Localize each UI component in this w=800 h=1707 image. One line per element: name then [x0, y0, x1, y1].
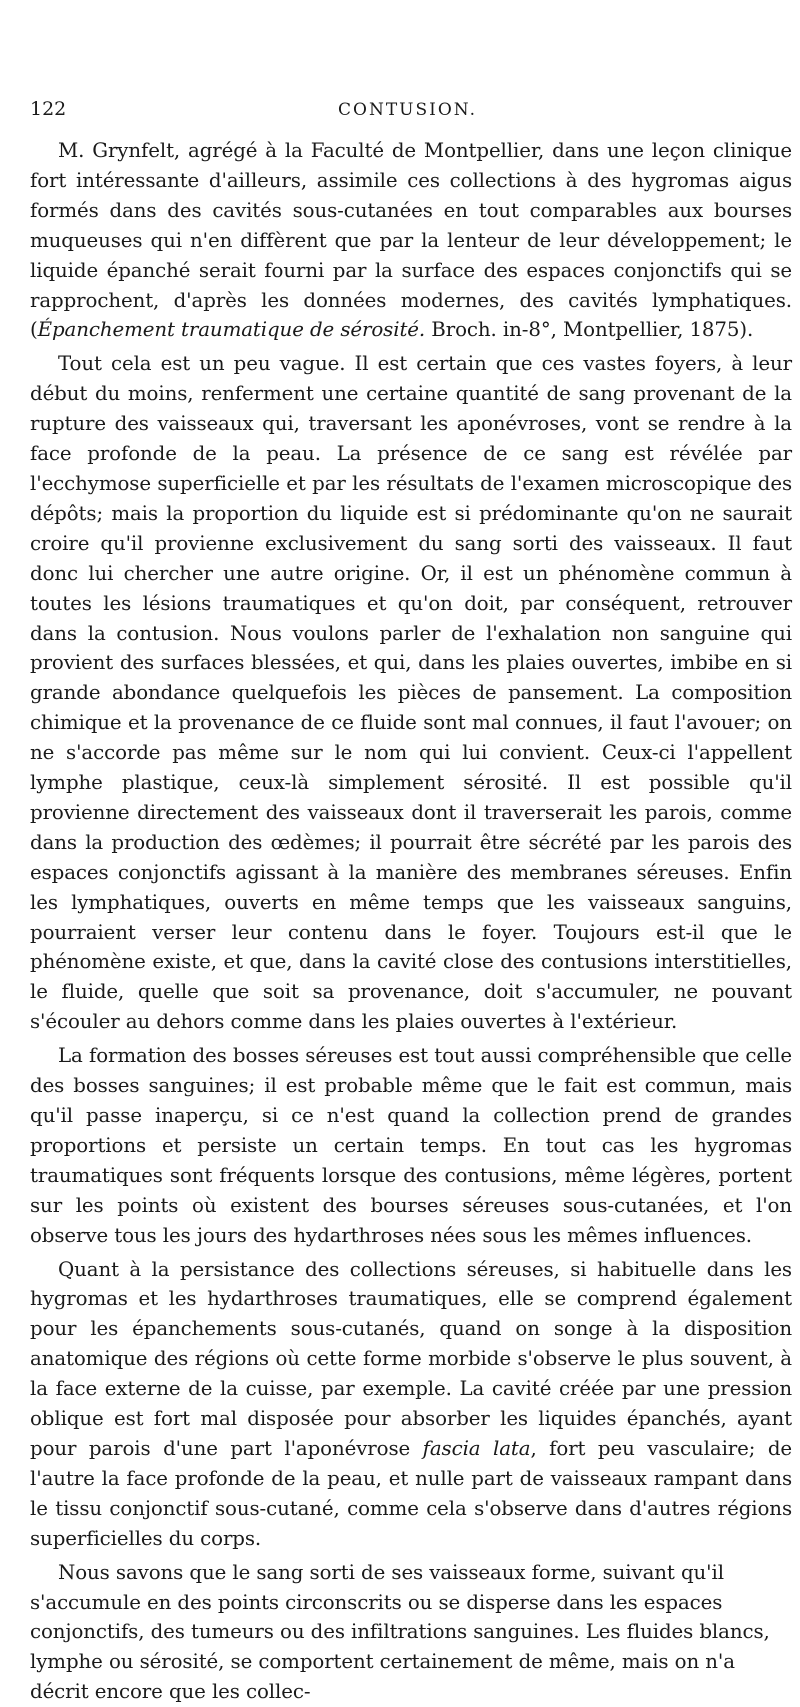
paragraph — [30, 1255, 792, 1554]
paragraph-text: M. Grynfelt, agrégé à la Faculté de Montpellier, dans une leçon clinique fort intéressante d'ailleurs, assimile ces collections à des hygromas aigus formés dans des cavités sous-cutanées en tout comparables aux bourses muqueuses qui n'en diffèrent que par la lenteur de leur développement; le liquide épanché serait fourni par la surface des espaces conjonctifs qui se rapprochent, d'après les données modernes, des cavités lymphatiques. ( — [30, 139, 792, 342]
book-page — [30, 98, 792, 1707]
paragraph-text: Broch. in-8°, Montpellier, 1875). — [425, 318, 754, 342]
paragraph-text: La formation des bosses séreuses est tout aussi compréhensible que celle des bosses sanguines; il est probable même que le fait est commun, mais qu'il passe inaperçu, si ce n'est quand la collection prend de grandes proportions et persiste un certain temps. En tout cas les hygromas traumatiques sont fréquents lorsque des contusions, même légères, portent sur les points où existent des bourses séreuses sous-cutanées, et l'on observe tous les jours des hydarthroses nées sous les mêmes influences. — [30, 1044, 792, 1247]
italic-term: fascia lata — [422, 1436, 531, 1460]
body-text — [30, 136, 792, 1707]
paragraph — [30, 136, 792, 345]
paragraph — [30, 349, 792, 1037]
paragraph — [30, 1041, 792, 1250]
paragraph-text: Nous savons que le sang sorti de ses vaisseaux forme, suivant qu'il s'accumule en des points circonscrits ou se disperse dans les espaces conjonctifs, des tumeurs ou des infiltrations sanguines. Les fluides blancs, lymphe ou sérosité, se comportent certainement de même, mais on n'a décrit encore que les collec- — [30, 1560, 770, 1704]
paragraph-text: , fort peu vasculaire; de l'autre la face profonde de la peau, et nulle part de vaisseaux rampant dans le tissu conjonctif sous-cutané, comme cela s'observe dans d'autres régions superficielles du corps. — [30, 1436, 793, 1550]
page-number: 122 — [30, 98, 67, 120]
paragraph-text: Quant à la persistance des collections séreuses, si habituelle dans les hygromas et les hydarthroses traumatiques, elle se comprend également pour les épanchements sous-cutanés, quand on songe à la disposition anatomique des régions où cette forme morbide s'observe le plus souvent, à la face externe de la cuisse, par exemple. La cavité créée par une pression oblique est fort mal disposée pour absorber les liquides épanchés, ayant pour parois d'une part l'aponévrose — [30, 1257, 792, 1460]
italic-citation: Épanchement traumatique de sérosité. — [37, 318, 426, 342]
page-header — [30, 98, 792, 128]
paragraph — [30, 1558, 792, 1707]
paragraph-text: Tout cela est un peu vague. Il est certain que ces vastes foyers, à leur début du moins, renferment une certaine quantité de sang provenant de la rupture des vaisseaux qui, traversant les aponévroses, vont se rendre à la face profonde de la peau. La présence de ce sang est révélée par l'ecchymose superficielle et par les résultats de l'examen microscopique des dépôts; mais la proportion du liquide est si prédominante qu'on ne saurait croire qu'il provienne exclusivement du sang sorti des vaisseaux. Il faut donc lui chercher une autre origine. Or, il est un phénomène commun à toutes les lésions traumatiques et qu'on doit, par conséquent, retrouver dans la contusion. Nous voulons parler de l'exhalation non sanguine qui provient des surfaces blessées, et qui, dans les plaies ouvertes, imbibe en si grande abondance quelquefois les pièces de pansement. La composition chimique et la provenance de ce fluide sont mal connues, il faut l'avouer; on ne s'accorde pas même sur le nom qui lui convient. Ceux-ci l'appellent lymphe plastique, ceux-là simplement sérosité. Il est possible qu'il provienne directement des vaisseaux dont il traverserait les parois, comme dans la production des œdèmes; il pourrait être sécrété par les parois des espaces conjonctifs agissant à la manière des membranes séreuses. Enfin les lymphatiques, ouverts en même temps que les vaisseaux sanguins, pourraient verser leur contenu dans le foyer. Toujours est-il que le phénomène existe, et que, dans la cavité close des contusions interstitielles, le fluide, quelle que soit sa provenance, doit s'accumuler, ne pouvant s'écouler au dehors comme dans les plaies ouvertes à l'extérieur. — [30, 352, 792, 1034]
running-title: CONTUSION. — [338, 100, 477, 120]
